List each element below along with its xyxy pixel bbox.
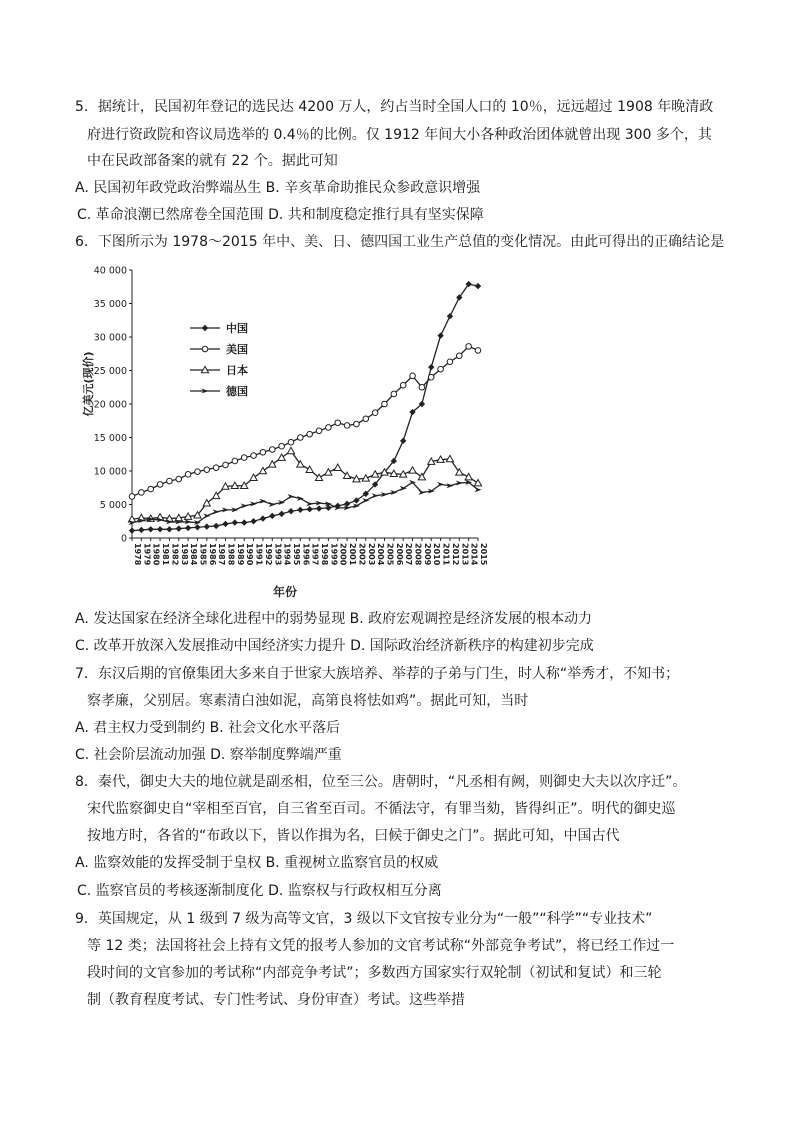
- x-tick-label: 1988: [226, 543, 236, 566]
- data-point: [176, 525, 182, 531]
- data-point: [259, 467, 266, 473]
- q6-stem-line-1: 6．下图所示为 1978～2015 年中、美、日、德四国工业生产总值的变化情况。由此可得出的正确结论是: [75, 234, 725, 250]
- legend-label: 美国: [226, 343, 248, 356]
- x-tick-label: 2002: [357, 543, 367, 566]
- data-point: [428, 374, 434, 380]
- data-point: [306, 506, 312, 512]
- y-axis-title: 亿美元(现价): [82, 351, 95, 417]
- q7-stem-line-1: 7．东汉后期的官僚集团大多来自于世家大族培养、举荐的子弟与门生，时人称“举秀才，不知书；: [75, 666, 680, 682]
- series-1: [129, 281, 481, 534]
- y-tick-label: 35 000: [93, 299, 127, 310]
- q8-stem-line-2: 宋代监察御史自“宰相至百官，自三省至百司。不循法守，有罪当劾，皆得纠正”。明代的御史巡: [87, 801, 676, 817]
- series-line: [132, 346, 478, 496]
- x-tick-label: 1984: [189, 543, 199, 566]
- data-point: [428, 364, 434, 370]
- legend-entry: [190, 384, 248, 398]
- q8-stem-line-3: 按地方时，各省的“布政以下，皆以作揖为名，曰候于御史之门”。据此可知，中国古代: [87, 828, 620, 844]
- data-point: [204, 467, 210, 473]
- q8-options-cd: C. 监察官员的考核逐渐制度化 D. 监察权与行政权相互分离: [77, 883, 442, 899]
- data-point: [232, 519, 238, 525]
- data-point: [475, 348, 481, 354]
- x-tick-label: 1995: [291, 543, 301, 566]
- data-point: [410, 373, 416, 379]
- data-point: [297, 507, 303, 513]
- data-point: [250, 518, 256, 524]
- data-point: [307, 431, 313, 437]
- data-point: [325, 469, 332, 475]
- x-tick-label: 1996: [301, 543, 311, 566]
- data-point: [475, 487, 482, 492]
- q7-stem-line-2: 察孝廉，父别居。寒素清白浊如泥，高第良将怯如鸡”。据此可知，当时: [87, 693, 529, 709]
- legend-entry: [190, 321, 248, 335]
- x-tick-label: 2003: [366, 543, 376, 566]
- data-point: [372, 493, 379, 498]
- data-point: [363, 416, 369, 422]
- legend-label: 日本: [226, 364, 248, 377]
- data-point: [447, 359, 453, 365]
- x-tick-label: 2006: [394, 543, 404, 566]
- x-tick-label: 2014: [469, 543, 479, 566]
- data-point: [194, 524, 200, 530]
- y-tick-label: 10 000: [93, 466, 127, 478]
- q9-stem-line-1: 9．英国规定，从 1 级到 7 级为高等文官，3 级以下文官按专业分为“一般”“科学”“专业技术”: [75, 911, 653, 927]
- data-point: [465, 473, 472, 479]
- x-tick-label: 1985: [198, 543, 208, 566]
- x-tick-label: 2013: [460, 543, 470, 566]
- y-tick-label: 20 000: [93, 399, 127, 411]
- q7-options-cd: C. 社会阶层流动加强 D. 察举制度弊端严重: [75, 747, 342, 763]
- data-point: [326, 425, 332, 431]
- data-point: [279, 443, 285, 449]
- x-tick-label: 2005: [385, 543, 395, 566]
- data-point: [195, 469, 201, 475]
- q9-stem-line-2: 等 12 类；法国将社会上持有文凭的报考人参加的文官考试称“外部竞争考试”，将已经工作过一: [87, 938, 675, 954]
- data-point: [129, 527, 135, 533]
- x-tick-label: 1979: [142, 543, 152, 566]
- x-tick-label: 1981: [161, 543, 171, 566]
- q5-stem-line-2: 府进行资政院和咨议局选举的 0.4％的比例。仅 1912 年间大小各种政治团体就曾出现 300 多个，其: [87, 127, 712, 143]
- x-tick-label: 2010: [432, 543, 442, 566]
- data-point: [241, 455, 247, 461]
- data-point: [316, 428, 322, 434]
- q6-chart-svg: [70, 258, 490, 603]
- data-point: [157, 526, 163, 532]
- x-tick-label: 1978: [133, 543, 142, 566]
- data-point: [419, 384, 425, 390]
- data-point: [269, 513, 275, 519]
- y-tick-label: 0: [120, 533, 127, 545]
- data-point: [456, 353, 462, 359]
- data-point: [400, 438, 406, 444]
- series-3: [128, 447, 481, 522]
- q9-stem-line-3: 段时间的文官参加的考试称“内部竞争考试”；多数西方国家实行双轮制（初试和复试）和三轮: [87, 965, 662, 981]
- data-point: [354, 421, 360, 427]
- data-point: [232, 458, 238, 464]
- data-point: [204, 523, 210, 529]
- data-point: [391, 391, 397, 397]
- legend-label: 中国: [226, 322, 248, 335]
- x-tick-label: 2004: [376, 543, 386, 566]
- data-point: [287, 494, 294, 499]
- data-point: [213, 509, 220, 514]
- x-tick-label: 2015: [479, 543, 488, 566]
- data-point: [335, 420, 341, 426]
- data-point: [382, 401, 388, 407]
- data-point: [269, 502, 276, 507]
- q5-stem-line-1: 5．据统计，民国初年登记的选民达 4200 万人，约占当时全国人口的 10％，远远超过 1908 年晚清政: [75, 99, 714, 115]
- data-point: [287, 447, 294, 453]
- data-point: [316, 505, 322, 511]
- data-point: [167, 478, 173, 484]
- x-tick-label: 1983: [179, 543, 189, 566]
- data-point: [456, 481, 463, 486]
- x-tick-label: 1999: [329, 543, 339, 566]
- data-point: [409, 467, 416, 473]
- data-point: [250, 474, 257, 480]
- data-point: [129, 494, 135, 500]
- data-point: [185, 525, 191, 531]
- data-point: [223, 462, 229, 468]
- q9-stem-line-4: 制（教育程度考试、专门性考试、身份审查）考试。这些举措: [87, 992, 465, 1008]
- x-tick-label: 1993: [273, 543, 283, 566]
- data-point: [269, 447, 275, 453]
- data-point: [269, 461, 276, 467]
- q7-options-ab: A. 君主权力受到制约 B. 社会文化水平落后: [75, 720, 341, 736]
- x-tick-label: 2007: [404, 543, 414, 566]
- x-tick-label: 1997: [310, 543, 320, 566]
- data-point: [418, 473, 425, 479]
- legend-label: 德国: [226, 385, 248, 398]
- x-tick-label: 1989: [235, 543, 245, 566]
- data-point: [260, 449, 266, 455]
- data-point: [288, 439, 294, 445]
- data-point: [418, 490, 425, 495]
- data-point: [344, 423, 350, 429]
- q5-stem-line-3: 中在民政部备案的就有 22 个。据此可知: [87, 153, 338, 169]
- x-tick-label: 1990: [245, 543, 255, 566]
- data-point: [148, 486, 154, 492]
- data-point: [438, 366, 444, 372]
- series-line: [132, 284, 478, 531]
- x-tick-label: 2009: [422, 543, 432, 566]
- data-point: [241, 503, 248, 508]
- data-point: [437, 482, 444, 487]
- data-point: [372, 410, 378, 416]
- x-tick-label: 2001: [348, 543, 358, 566]
- y-tick-label: 40 000: [93, 265, 127, 277]
- data-point: [474, 479, 481, 485]
- data-point: [260, 515, 266, 521]
- data-point: [298, 435, 304, 441]
- q6-options-ab: A. 发达国家在经济全球化进程中的弱势显现 B. 政府宏观调控是经济发展的根本动力: [75, 611, 593, 627]
- data-point: [306, 501, 313, 506]
- q6-options-cd: C. 改革开放深入发展推动中国经济实力提升 D. 国际政治经济新秩序的构建初步完成: [75, 638, 594, 654]
- data-point: [400, 382, 406, 388]
- data-point: [306, 466, 313, 472]
- data-point: [166, 526, 172, 532]
- q6-line-chart: [70, 258, 490, 603]
- data-point: [157, 482, 163, 488]
- data-point: [139, 490, 145, 496]
- q8-options-ab: A. 监察效能的发挥受制于皇权 B. 重视树立监察官员的权威: [75, 855, 439, 871]
- y-tick-label: 15 000: [93, 433, 127, 444]
- data-point: [475, 283, 481, 289]
- x-axis-title: 年份: [272, 585, 298, 599]
- data-point: [176, 476, 182, 482]
- data-point: [278, 454, 285, 460]
- data-point: [288, 508, 294, 514]
- x-tick-label: 1992: [263, 543, 273, 566]
- data-point: [148, 526, 154, 532]
- series-2: [129, 344, 481, 500]
- x-tick-label: 1980: [151, 543, 161, 566]
- data-point: [241, 519, 247, 525]
- legend-entry: [190, 342, 248, 356]
- q5-options-cd: C. 革命浪潮已然席卷全国范围 D. 共和制度稳定推行具有坚实保障: [77, 207, 484, 223]
- data-point: [251, 453, 257, 459]
- x-tick-label: 1982: [170, 543, 180, 566]
- data-point: [213, 465, 219, 471]
- data-point: [278, 511, 284, 517]
- data-point: [222, 521, 228, 527]
- data-point: [202, 346, 208, 352]
- x-tick-label: 2008: [413, 543, 423, 566]
- y-tick-label: 30 000: [93, 332, 127, 344]
- data-point: [259, 499, 266, 504]
- data-point: [334, 464, 341, 470]
- data-point: [437, 332, 443, 338]
- x-tick-label: 1994: [282, 543, 292, 566]
- data-point: [185, 472, 191, 478]
- x-tick-label: 1987: [217, 543, 227, 566]
- data-point: [466, 344, 472, 350]
- x-tick-label: 2011: [441, 543, 451, 566]
- x-tick-label: 2000: [338, 543, 348, 566]
- data-point: [447, 313, 453, 319]
- data-point: [213, 523, 219, 529]
- data-point: [202, 325, 208, 331]
- x-tick-label: 1991: [254, 543, 264, 566]
- q8-stem-line-1: 8．秦代，御史大夫的地位就是副丞相，位至三公。唐朝时，“凡丞相有阙，则御史大夫以次序迁”。: [75, 774, 687, 790]
- y-tick-label: 5 000: [99, 500, 127, 511]
- x-tick-label: 2012: [450, 543, 460, 566]
- q5-options-ab: A. 民国初年政党政治弊端丛生 B. 辛亥革命助推民众参政意识增强: [75, 180, 481, 196]
- x-tick-label: 1986: [207, 543, 217, 566]
- y-tick-label: 25 000: [93, 366, 127, 377]
- data-point: [138, 527, 144, 533]
- legend-entry: [190, 363, 248, 377]
- x-tick-label: 1998: [320, 543, 330, 566]
